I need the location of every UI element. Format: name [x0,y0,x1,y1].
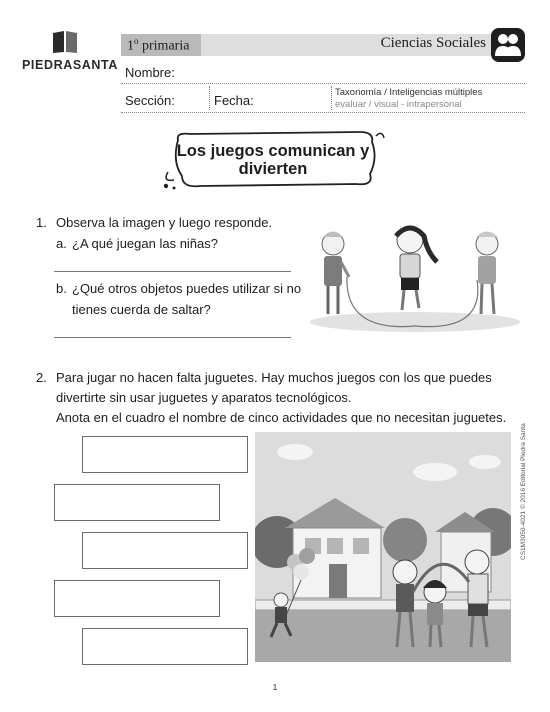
seccion-line[interactable] [121,112,525,113]
nombre-label: Nombre: [125,65,175,80]
girls-jump-rope-illustration [305,222,520,337]
people-icon [491,28,525,62]
copyright-side-text: CS1M3050-4021 © 2016 Editorial Piedra Santa [520,423,527,560]
nombre-line[interactable] [121,83,525,84]
title-line-2: divierten [238,160,308,178]
children-playing-illustration [255,432,511,662]
q2-line-3: Anota en el cuadro el nombre de cinco actividades que no necesitan juguetes. [56,410,507,425]
activity-box-5[interactable] [82,628,248,665]
q2-line-2: divertirte sin usar juguetes y aparatos tecnológicos. [56,390,352,405]
book-logo-icon [52,30,78,54]
q1-b-answer-line[interactable] [54,337,291,338]
grade-ordinal: o [134,36,139,46]
title-line-1: Los juegos comunican y [176,142,370,160]
brand-name: PIEDRASANTA [22,58,118,72]
activity-box-3[interactable] [82,532,248,569]
grade-label [127,36,189,55]
q1-text: Observa la imagen y luego responde. [56,215,273,230]
seccion-label: Sección: [125,93,175,108]
q1-a-answer-line[interactable] [54,271,291,272]
q1-a-text: ¿A qué juegan las niñas? [72,236,218,251]
q1-b-line-1: ¿Qué otros objetos puedes utilizar si no [72,281,302,296]
fecha-label: Fecha: [214,93,254,108]
form-divider [331,86,332,110]
q1-a-letter: a. [56,236,67,251]
taxonomy-subtitle: evaluar / visual - intrapersonal [335,99,462,110]
q1-b-letter: b. [56,281,67,296]
grade-number: 1 [127,38,134,54]
activity-box-4[interactable] [54,580,220,617]
form-divider [209,86,210,110]
activity-box-2[interactable] [54,484,220,521]
page-number: 1 [272,683,278,692]
q2-line-1: Para jugar no hacen falta juguetes. Hay muchos juegos con los que puedes [56,370,492,385]
taxonomy-title: Taxonomía / Inteligencias múltiples [335,87,483,98]
activity-box-1[interactable] [82,436,248,473]
subject-title: Ciencias Sociales [380,35,486,51]
q2-number: 2. [36,370,47,385]
grade-word: primaria [142,38,190,54]
q1-b-line-2: tienes cuerda de saltar? [72,302,211,317]
q1-number: 1. [36,215,47,230]
